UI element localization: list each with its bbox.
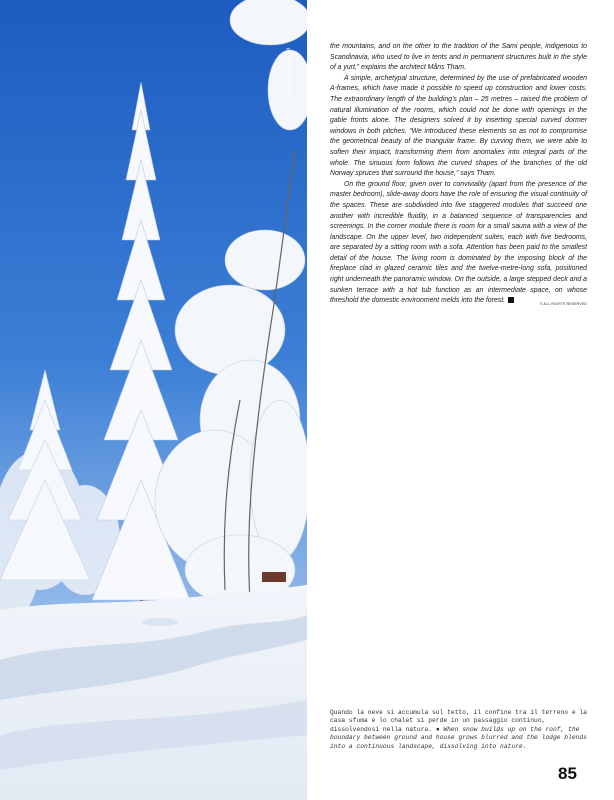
caption-english: When snow builds up on the roof, the boundary between ground and house grows blurred and the lodge blends into a continuous landscape, dissolving into nature. — [330, 725, 587, 750]
article-paragraph-3 — [330, 180, 587, 307]
article-body — [330, 42, 587, 310]
photo-credit: ph. Anders Strandberg — [285, 48, 291, 103]
caption-bullet: ● — [435, 725, 440, 733]
rights-notice: © ALL RIGHTS RESERVED — [539, 302, 587, 307]
caption-italian: Quando la neve si accumula sul tetto, il confine tra il terreno e la casa sfuma e lo chalet si perde in un passaggio continuo, dissolvendosi nella natura. — [330, 709, 587, 733]
page-number: 85 — [558, 764, 577, 783]
photo-caption — [330, 709, 592, 751]
article-paragraph-3-text: On the ground floor, given over to conviviality (apart from the presence of the master bedroom), slide-away doors have the role of ensuring the visual continuity of the spaces. These are subdivided into five staggered modules that succeed one another with incredible fluidity, in a balanced sequence of transparencies and screenings. In the corner module there is room for a small sauna with a view of the landscape. On the upper level, two independent suites, each with five bedrooms, are separated by a sitting room with a sofa. Attention has been paid to the smallest detail of the house. The living room is dominated by the imposing block of the fireplace clad in glazed ceramic tiles and the twelve-metre-long sofa, positioned right underneath the panoramic window. On the outside, a large stepped deck and a sunken terrace with a hot tub function as an intermediate space, on whose threshold the domestic environment melds into the forest. — [330, 180, 587, 305]
article-paragraph-2: A simple, archetypal structure, determined by the use of prefabricated wooden A-frames, which have made it possible to speed up construction and lower costs. The extraordinary length of the building’s plan – 25 metres – raised the problem of natural illumination of the rooms, which could not be done with openings in the gable fronts alone. The designers solved it by inserting special curved dormer windows in both pitches. “We introduced these elements so as not to compromise the geometrical beauty of the triangular frame. By curving them, we were able to soften their impact, transforming them from anomalies into integral parts of the whole. The sinuous form follows the curved shapes of the branches of the old Norway spruces that surround the house,” says Tham. — [330, 74, 587, 178]
article-paragraph-1: the mountains, and on the other to the tradition of the Sami people, indigenous to Scandinavia, who used to live in tents and in permanent structures built in the style of a yurt,” explains the architect Måns Tham. — [330, 43, 587, 72]
end-of-article-mark — [508, 297, 514, 303]
